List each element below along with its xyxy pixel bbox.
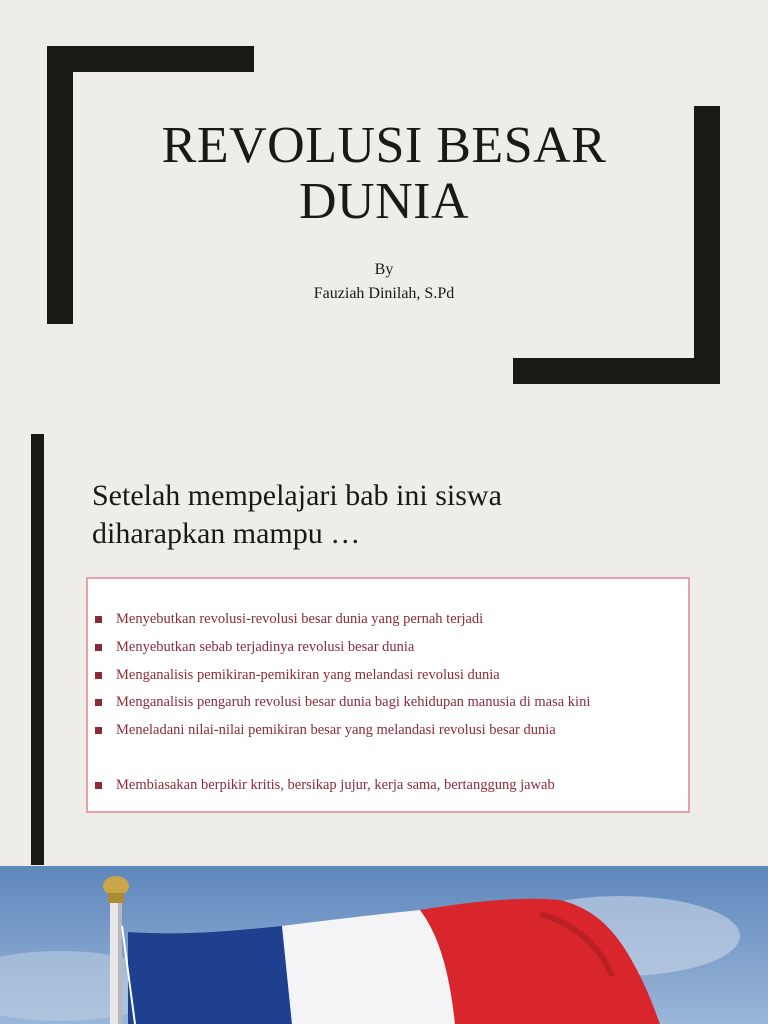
accent-bar-left	[31, 434, 44, 865]
frame-bar-top-left-horizontal	[47, 46, 254, 72]
by-label: By	[374, 261, 394, 278]
pole-finial-base	[108, 893, 124, 903]
title-line-2: DUNIA	[298, 173, 470, 230]
bullet-square-icon	[95, 672, 102, 679]
bullet-square-icon	[95, 616, 102, 623]
objectives-heading	[92, 477, 652, 553]
flag-blue-stripe	[128, 926, 292, 1024]
bullet-square-icon	[95, 782, 102, 789]
slide-title	[0, 118, 768, 230]
objectives-box: Menyebutkan revolusi-revolusi besar dunia yang pernah terjadi Menyebutkan sebab terjadinya revolusi besar dunia Menganalisis pemikiran-pemikiran yang melandasi revolusi dunia Menganalisis pengaruh revolusi besar dunia bagi kehidupan manusia di masa kini Meneladani nilai-nilai pemikiran besar yang melandasi revolusi besar dunia Membiasakan berpikir kritis, bersikap jujur, kerja sama, bertanggung jawab	[86, 577, 690, 813]
bullet-square-icon	[95, 727, 102, 734]
title-slide	[0, 0, 768, 415]
objectives-slide	[0, 415, 768, 865]
bullet-square-icon	[95, 644, 102, 651]
flag-pole-shade	[118, 902, 122, 1024]
flag-illustration	[0, 866, 768, 1024]
author-name: Fauziah Dinilah, S.Pd	[313, 285, 455, 302]
bullet-square-icon	[95, 699, 102, 706]
byline	[0, 258, 768, 306]
frame-bar-bottom-right-horizontal	[513, 358, 720, 384]
flag-white-stripe	[282, 910, 455, 1024]
french-flag-photo	[0, 866, 768, 1024]
title-line-1: REVOLUSI BESAR	[161, 117, 607, 174]
heading-line-1: Setelah mempelajari bab ini siswa	[92, 479, 502, 512]
heading-line-2: diharapkan mampu …	[92, 517, 361, 550]
